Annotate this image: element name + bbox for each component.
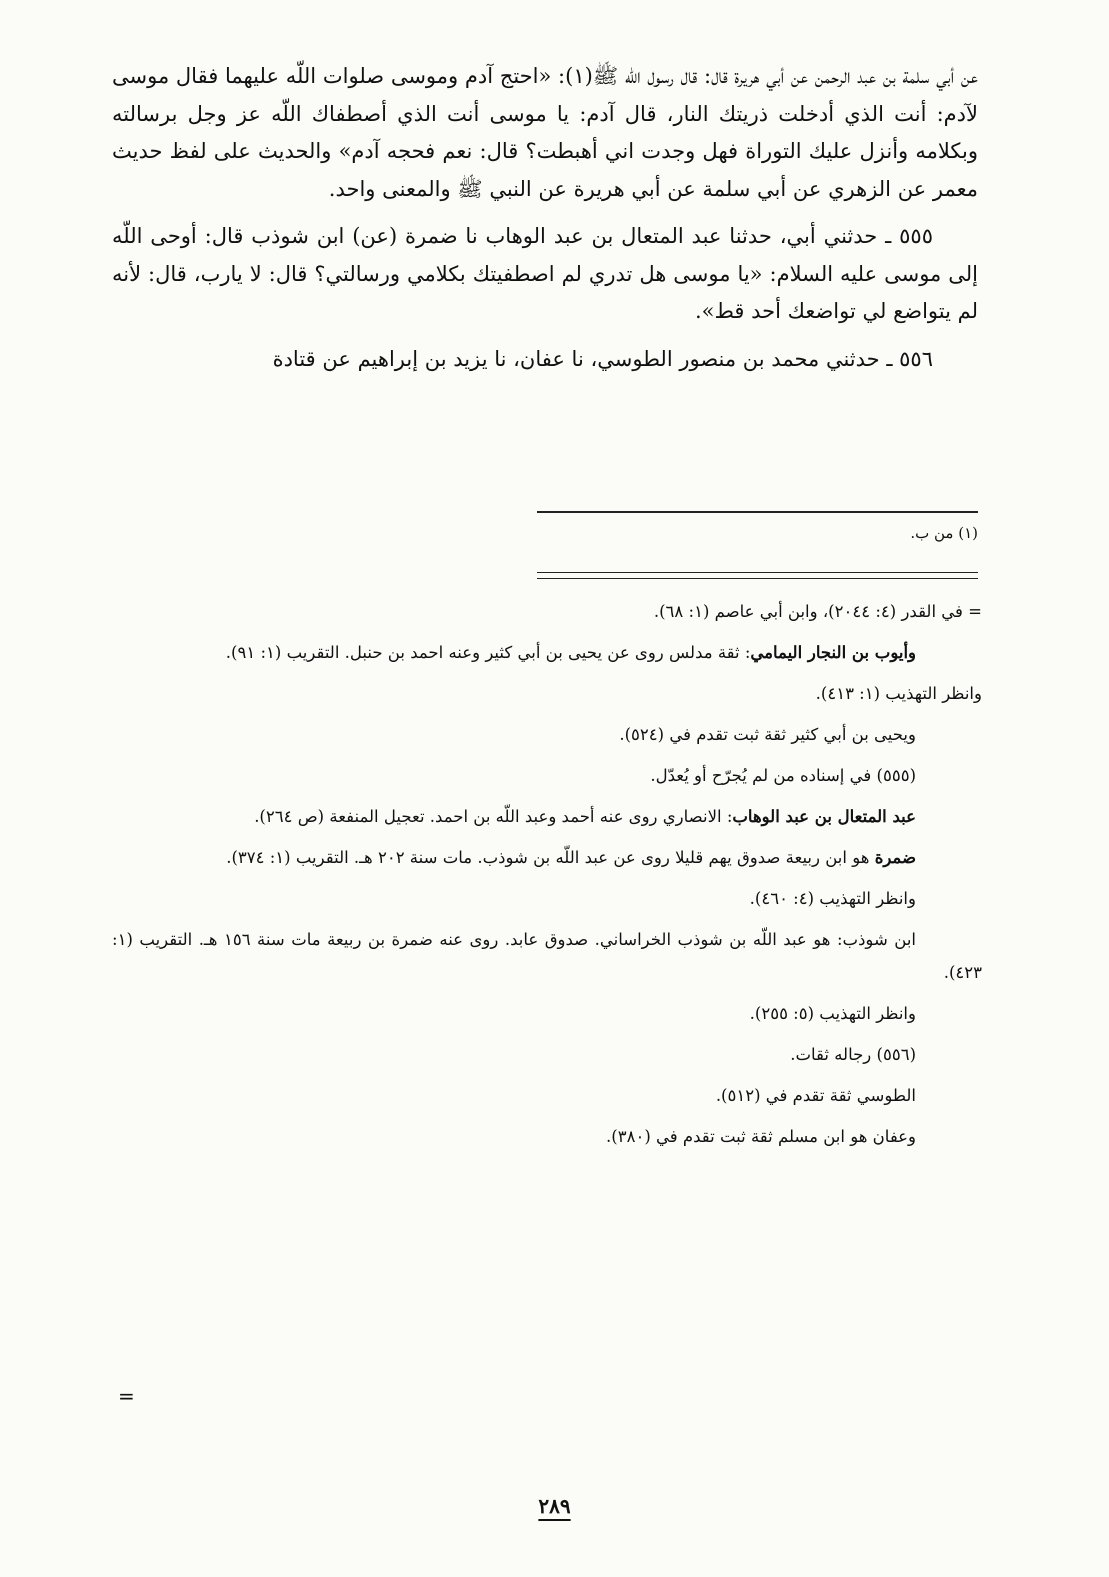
continuation-mark: =	[118, 1384, 135, 1408]
note-555: (٥٥٥) في إسناده من لم يُجرّح أو يُعدّل.	[650, 766, 916, 785]
hadith-556-start: ٥٥٦ ـ حدثني محمد بن منصور الطوسي، نا عفان، نا يزيد بن إبراهيم عن قتادة	[272, 346, 933, 371]
note-556: (٥٥٦) رجاله ثقات.	[790, 1045, 916, 1064]
note-damra: ضمرة هو ابن ربيعة صدوق يهم قليلا روى عن عبد اللّه بن شوذب. مات سنة ٢٠٢ هـ. التقريب (١: ٣٧٤).	[226, 848, 916, 867]
page-number: ٢٨٩	[538, 1494, 571, 1518]
hadith-555: ٥٥٥ ـ حدثني أبي، حدثنا عبد المتعال بن عبد الوهاب نا ضمرة (عن) ابن شوذب قال: أوحى اللّه إلى موسى عليه السلام: «يا موسى هل تدري لم اصطفيتك بكلامي ورسالتي؟ قال: لا يارب، قال: لأنه لم يتواضع لي تواضعك أحد قط».	[112, 224, 978, 323]
main-paragraph-1: عن أبي سلمة بن عبد الرحمن عن أبي هريرة قال: قال رسول اللّه ﷺ(١): «احتج آدم وموسى صلوات اللّه عليهما فقال موسى لآدم: أنت الذي أدخلت ذريتك النار، قال آدم: يا موسى أنت الذي أصطفاك اللّه عز وجل برسالته وبكلامه وأنزل عليك التوراة فهل وجدت اني أهبطت؟ قال: نعم فحجه آدم» والحديث على لفظ حديث معمر عن الزهري عن أبي سلمة عن أبي هريرة عن النبي ﷺ والمعنى واحد.	[112, 64, 978, 201]
notes-divider-top	[537, 572, 978, 573]
narrator-name: وأيوب بن النجار اليمامي	[750, 643, 916, 662]
note-tahdhib-1: وانظر التهذيب (١: ٤١٣).	[815, 684, 982, 703]
note-affan: وعفان هو ابن مسلم ثقة ثبت تقدم في (٣٨٠).	[606, 1127, 916, 1146]
narrator-name: ضمرة	[874, 848, 916, 867]
footnote-1: (١) من ب.	[910, 524, 978, 542]
narrator-name: عبد المتعال بن عبد الوهاب	[732, 807, 916, 826]
note-abd-almutaal: عبد المتعال بن عبد الوهاب: الانصاري روى عنه أحمد وعبد اللّه بن احمد. تعجيل المنفعة (ص ٢٦٤).	[254, 807, 916, 826]
footnote-divider	[537, 511, 978, 513]
note-tahdhib-3: وانظر التهذيب (٥: ٢٥٥).	[749, 1004, 916, 1023]
note-ibn-shawdhab: ابن شوذب: هو عبد اللّه بن شوذب الخراساني. صدوق عابد. روى عنه ضمرة بن ربيعة مات سنة ١٥٦ هـ. التقريب (١: ٤٢٣).	[112, 930, 982, 982]
commentary-notes	[112, 595, 982, 1161]
note-ayyub: وأيوب بن النجار اليمامي: ثقة مدلس روى عن يحيى بن أبي كثير وعنه احمد بن حنبل. التقريب (١: ٩١).	[225, 643, 916, 662]
note-continued: = في القدر (٤: ٢٠٤٤)، وابن أبي عاصم (١: ٦٨).	[653, 602, 982, 621]
note-tusi: الطوسي ثقة تقدم في (٥١٢).	[715, 1086, 916, 1105]
main-text	[112, 58, 978, 388]
notes-divider-bottom	[537, 578, 978, 579]
note-tahdhib-2: وانظر التهذيب (٤: ٤٦٠).	[749, 889, 916, 908]
note-yahya: ويحيى بن أبي كثير ثقة ثبت تقدم في (٥٢٤).	[619, 725, 916, 744]
